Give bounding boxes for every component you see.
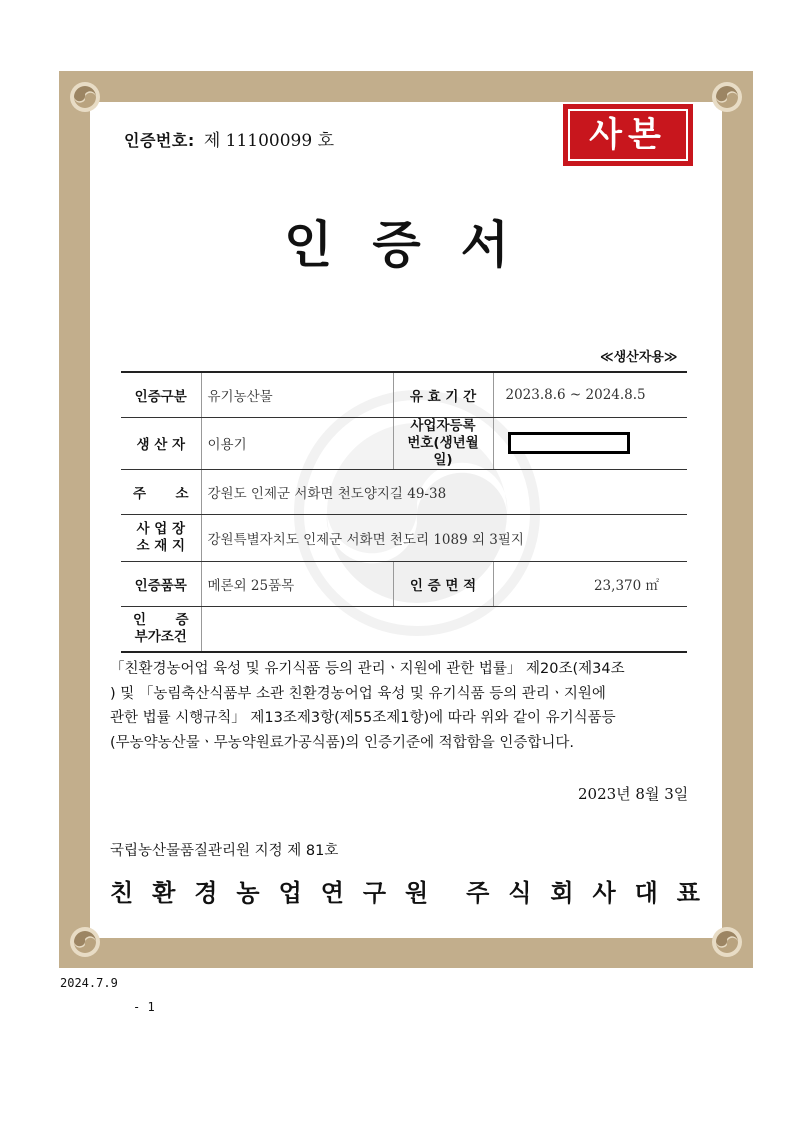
copy-stamp-text: 사본	[568, 109, 688, 161]
document-title: 인증서	[284, 216, 549, 274]
footer-page-number: - 1	[133, 1000, 155, 1014]
site-label-line2: 소 재 지	[136, 537, 186, 554]
certificate-number-label: 인증번호:	[124, 131, 195, 150]
designation-text: 국립농산물품질관리원 지정 제 81호	[110, 843, 339, 859]
footer-print-date: 2024.7.9	[60, 976, 118, 990]
site-value: 강원특별자치도 인제군 서화면 천도리 1089 외 3필지	[201, 514, 687, 561]
corner-ornament-icon	[710, 925, 744, 959]
certificate-number	[124, 126, 334, 151]
validity-label: 유 효 기 간	[393, 372, 493, 417]
certification-statement	[110, 657, 700, 755]
validity-value: 2023.8.6 ~ 2024.8.5	[493, 372, 687, 417]
bizreg-label-line1: 사업자등록	[410, 417, 476, 434]
site-label	[121, 514, 201, 561]
corner-ornament-icon	[710, 80, 744, 114]
site-label-line1: 사 업 장	[136, 520, 186, 537]
cert-type-value: 유기농산물	[201, 372, 393, 417]
issue-date: 2023년 8월 3일	[578, 785, 689, 803]
items-label: 인증품목	[121, 561, 201, 606]
statement-line: ) 및 「농림축산식품부 소관 친환경농어업 육성 및 유기식품 등의 관리ㆍ지원에	[110, 685, 606, 702]
table-row	[121, 561, 687, 606]
issuer-name: 친 환 경 농 업 연 구 원 주 식 회 사 대 표	[110, 879, 700, 907]
certificate-info-table	[121, 371, 687, 653]
table-row	[121, 469, 687, 514]
bizreg-value	[493, 417, 687, 469]
bizreg-label	[393, 417, 493, 469]
producer-label: 생 산 자	[121, 417, 201, 469]
extra-condition-value	[201, 606, 687, 652]
corner-ornament-icon	[68, 80, 102, 114]
redaction-box	[508, 432, 630, 454]
producer-value: 이용기	[201, 417, 393, 469]
cert-type-label: 인증구분	[121, 372, 201, 417]
bizreg-label-line2: 번호(생년월일)	[407, 434, 479, 468]
statement-line: 「친환경농어업 육성 및 유기식품 등의 관리ㆍ지원에 관한 법률」 제20조(제34조	[110, 661, 625, 677]
table-row	[121, 514, 687, 561]
copy-stamp	[563, 104, 693, 166]
table-row	[121, 417, 687, 469]
address-label: 주 소	[121, 469, 201, 514]
corner-ornament-icon	[68, 925, 102, 959]
items-value: 메론외 25품목	[201, 561, 393, 606]
table-row	[121, 372, 687, 417]
address-value: 강원도 인제군 서화면 천도양지길 49-38	[201, 469, 687, 514]
statement-line: (무농약농산물ㆍ무농약원료가공식품)의 인증기준에 적합함을 인증합니다.	[110, 734, 574, 751]
area-label: 인 증 면 적	[393, 561, 493, 606]
usage-label: ≪생산자용≫	[600, 350, 678, 365]
statement-line: 관한 법률 시행규칙」 제13조제3항(제55조제1항)에 따라 위와 같이 유기식품등	[110, 710, 616, 726]
certificate-number-value: 제 11100099 호	[203, 131, 335, 151]
table-row	[121, 606, 687, 652]
area-value: 23,370 ㎡	[493, 561, 687, 606]
extra-condition-label: 인 증 부가조건	[121, 606, 201, 652]
